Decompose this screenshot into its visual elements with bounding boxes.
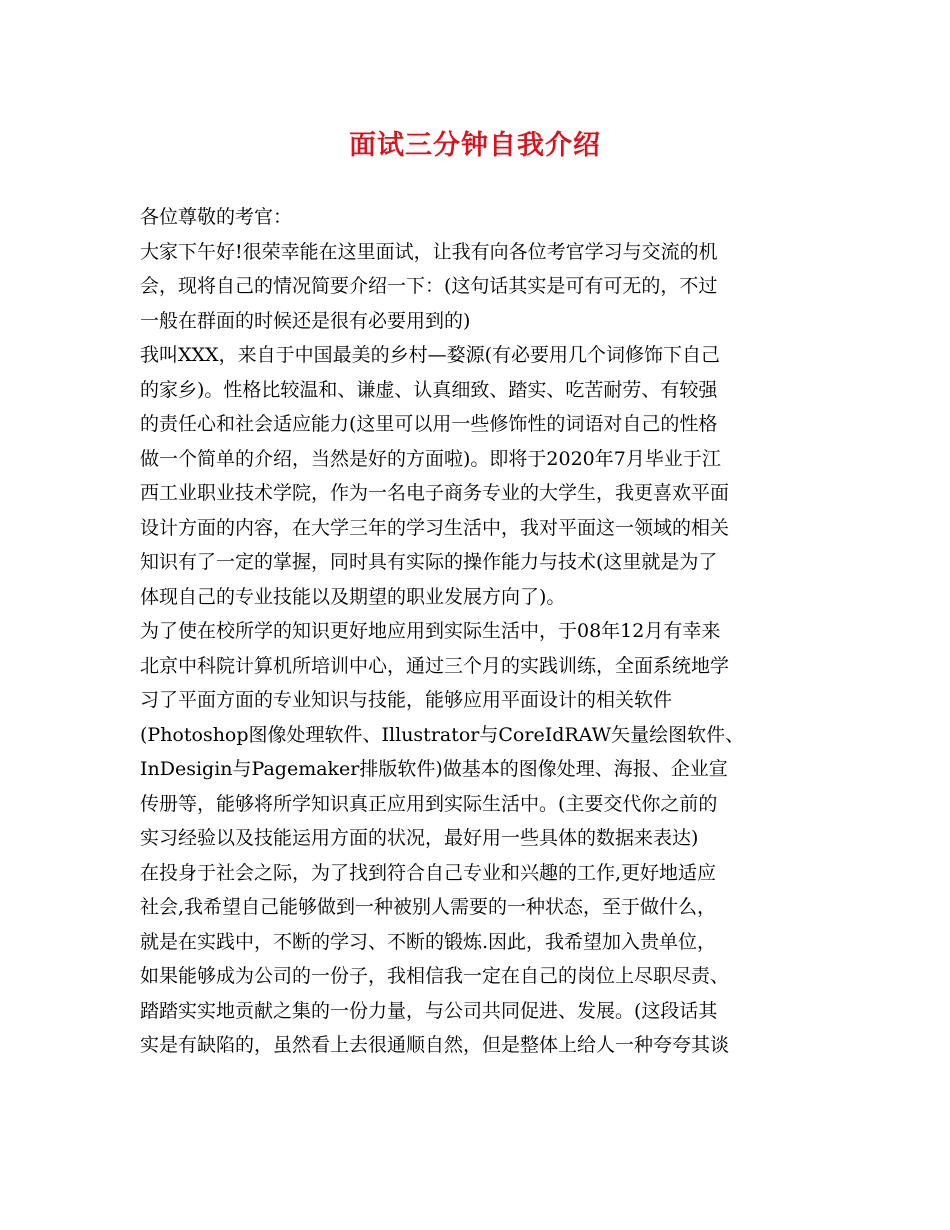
text-line: 社会,我希望自己能够做到一种被别人需要的一种状态，至于做什么， xyxy=(140,896,717,918)
text-line: 设计方面的内容，在大学三年的学习生活中，我对平面这一领域的相关 xyxy=(140,516,730,539)
text-line: 就是在实践中，不断的学习、不断的锻炼.因此，我希望加入贵单位， xyxy=(140,930,717,953)
text-line: 一般在群面的时候还是很有必要用到的) xyxy=(140,309,471,332)
text-line: 为了使在校所学的知识更好地应用到实际生活中，于08年12月有幸来 xyxy=(140,620,721,642)
text-line: 大家下午好!很荣幸能在这里面试，让我有向各位考官学习与交流的机 xyxy=(140,240,718,263)
text-line: 西工业职业技术学院，作为一名电子商务专业的大学生，我更喜欢平面 xyxy=(140,482,730,504)
text-line: InDesigin与Pagemaker排版软件)做基本的图像处理、海报、企业宣 xyxy=(140,758,728,780)
text-line: 做一个简单的介绍，当然是好的方面啦)。即将于2020年7月毕业于江 xyxy=(140,447,721,470)
text-line: 的家乡)。性格比较温和、谦虚、认真细致、踏实、吃苦耐劳、有较强 xyxy=(140,378,718,401)
text-line: 各位尊敬的考官： xyxy=(140,206,293,228)
document-body xyxy=(140,200,830,1063)
text-line: 实习经验以及技能运用方面的状况，最好用一些具体的数据来表达) xyxy=(140,827,699,849)
text-line: 在投身于社会之际，为了找到符合自己专业和兴趣的工作,更好地适应 xyxy=(140,861,717,884)
text-line: 传册等，能够将所学知识真正应用到实际生活中。(主要交代你之前的 xyxy=(140,792,718,815)
text-line: 习了平面方面的专业知识与技能，能够应用平面设计的相关软件 xyxy=(140,689,673,711)
text-line: 体现自己的专业技能以及期望的职业发展方向了)。 xyxy=(140,585,566,608)
text-line: 知识有了一定的掌握，同时具有实际的操作能力与技术(这里就是为了 xyxy=(140,551,718,573)
text-line: 的责任心和社会适应能力(这里可以用一些修饰性的词语对自己的性格 xyxy=(140,413,718,435)
text-line: 我叫XXX，来自于中国最美的乡村—婺源(有必要用几个词修饰下自己 xyxy=(140,344,720,366)
text-line: 踏踏实实地贡献之集的一份力量，与公司共同促进、发展。(这段话其 xyxy=(140,999,718,1022)
text-line: (Photoshop图像处理软件、Illustrator与CoreIdRAW矢量绘图软件、 xyxy=(140,723,745,746)
text-line: 如果能够成为公司的一份子，我相信我一定在自己的岗位上尽职尽责、 xyxy=(140,965,730,987)
text-line: 实是有缺陷的，虽然看上去很通顺自然，但是整体上给人一种夸夸其谈 xyxy=(140,1034,730,1056)
text-line: 北京中科院计算机所培训中心，通过三个月的实践训练，全面系统地学 xyxy=(140,654,730,677)
document-title: 面试三分钟自我介绍 xyxy=(349,130,601,161)
text-line: 会，现将自己的情况简要介绍一下：(这句话其实是可有可无的，不过 xyxy=(140,275,718,297)
